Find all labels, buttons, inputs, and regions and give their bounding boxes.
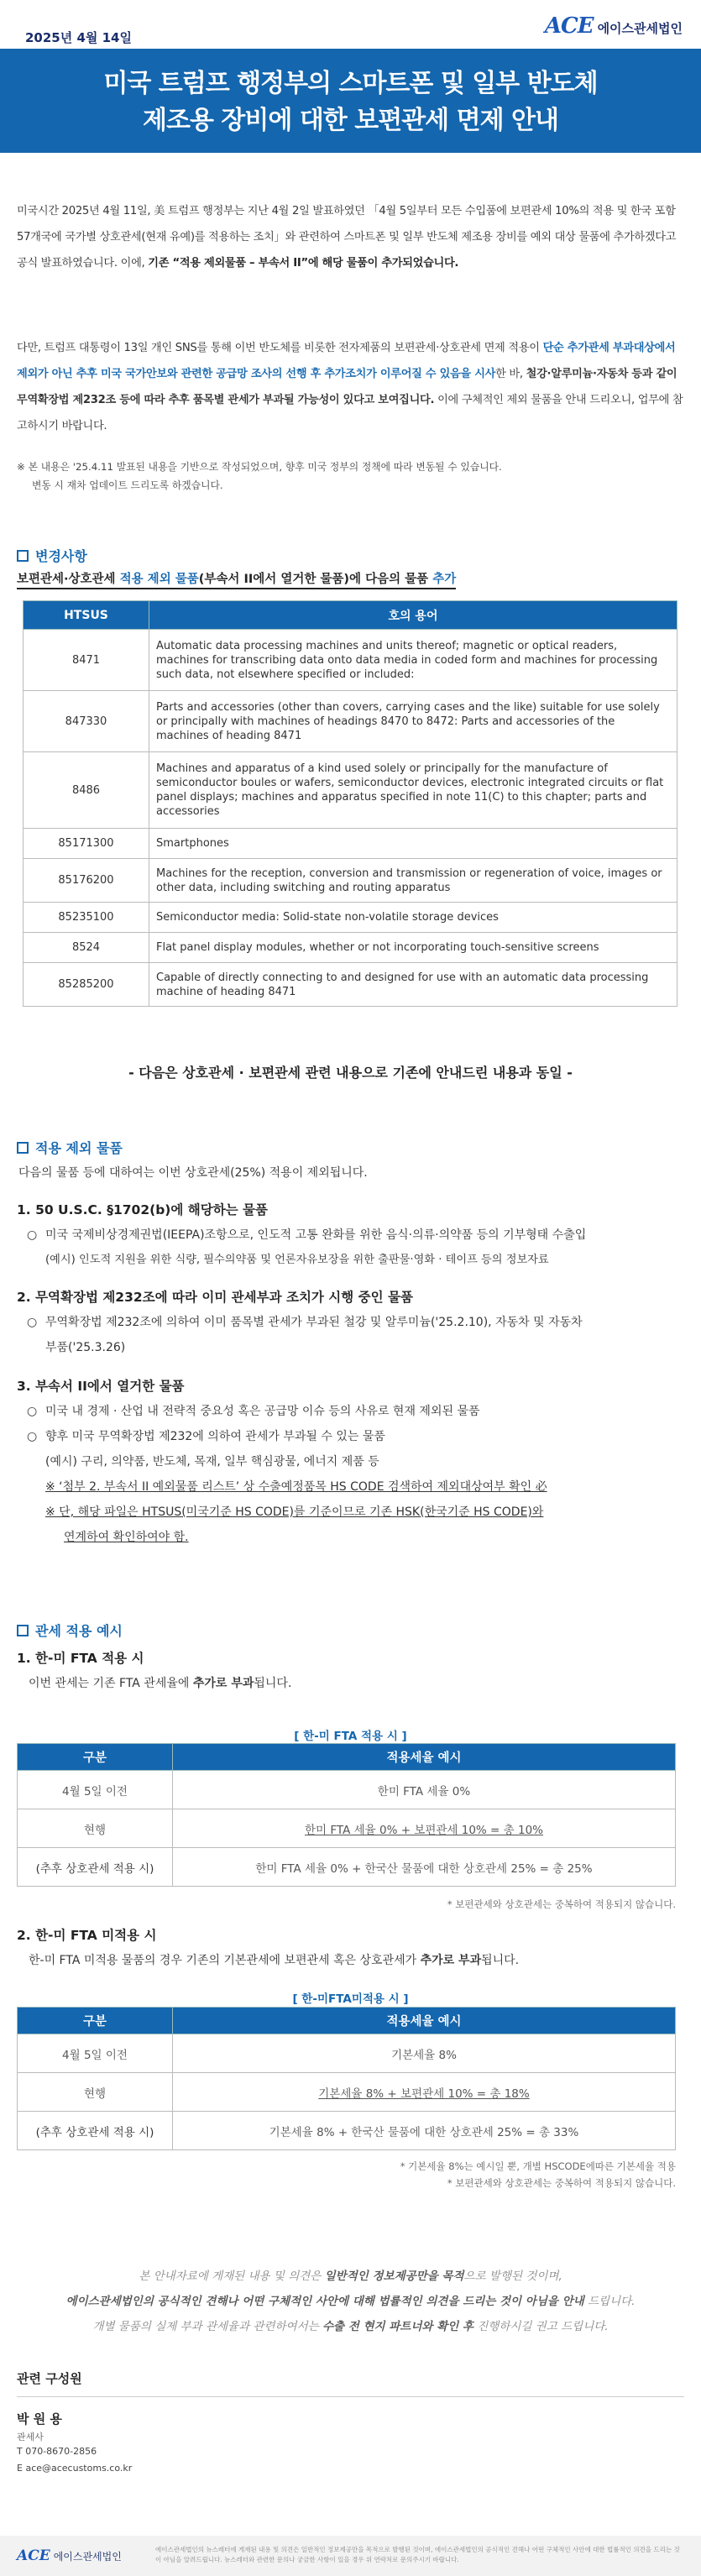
hts-code: 85235100 — [24, 903, 149, 933]
changes-summary — [17, 569, 456, 589]
same-as-before-note: - 다음은 상호관세 · 보편관세 관련 내용으로 기존에 안내드린 내용과 동일 - — [128, 1065, 573, 1081]
note-line-1: ※ 본 내용은 '25.4.11 발표된 내용을 기반으로 작성되었으며, 향후 미국 정부의 정책에 따라 변동될 수 있습니다. — [17, 461, 502, 473]
hts-code: 8471 — [24, 630, 149, 691]
bullet-circle-icon: ○ — [27, 1405, 38, 1418]
section-title-excluded-text: 적용 제외 물품 — [35, 1140, 123, 1156]
bullet-circle-icon: ○ — [27, 1430, 38, 1443]
hts-desc: Flat panel display modules, whether or not incorporating touch-sensitive screens — [149, 933, 677, 963]
section-title-examples — [17, 1620, 123, 1640]
kind-cell: 4월 5일 이전 — [18, 1771, 173, 1809]
update-note — [17, 458, 680, 495]
hts-code: 85176200 — [24, 859, 149, 903]
footer-text: 에이스관세법인의 뉴스레터에 게재된 내용 및 의견은 일반적인 정보제공만을 목적으로 발행된 것이며, 에이스관세법인의 공식적인 견해나 어떤 구체적인 사안에 대한 법률적인 의견을 드리는 것이 아님을 알려드립니다. 뉴스레터와 관련한 문의나 궁금한 사항이 있을 경우 위 연락처로 문의주시기 바랍니다. — [155, 2546, 680, 2563]
table-row — [18, 2073, 676, 2112]
hts-desc: Automatic data processing machines and units thereof; magnetic or optical readers, machines for transcribing data onto data media in coded form and machines for processing such data, not elsewhere specified or included: — [149, 630, 677, 691]
table-row — [24, 630, 677, 691]
table-row — [24, 963, 677, 1007]
changes-summary-c: (부속서 II에서 열거한 물품)에 다음의 물품 — [198, 573, 433, 586]
hts-desc: Smartphones — [149, 829, 677, 859]
col-kind: 구분 — [18, 2008, 173, 2034]
nonfta-footnote-2: * 보편관세와 상호관세는 중복하여 적용되지 않습니다. — [447, 2177, 676, 2189]
hts-desc: Machines and apparatus of a kind used solely or principally for the manufacture of semiconductor boules or wafers, semiconductor devices, electronic integrated circuits or flat panel displays; machines and apparatus specified in note 11(C) to this chapter; parts and accessories — [149, 752, 677, 829]
disclaimer-l1-c: 으로 발행된 것이며, — [463, 2270, 562, 2283]
excluded-item-3-bullet-1: 미국 내 경제 · 산업 내 전략적 중요성 혹은 공급망 이슈 등의 사유로 현재 제외된 물품 — [45, 1405, 480, 1418]
section-title-changes — [17, 546, 87, 565]
p2-emphasis: 철강·알루미늄·자동차 등과 같이 무역확장법 제232조 등에 따라 추후 품목별 관세가 부과될 가능성이 있다고 보여집니다. — [17, 368, 677, 406]
nonfta-footnote-1: * 기본세율 8%는 예시일 뿐, 개별 HSCODE에따른 기본세율 적용 — [400, 2160, 676, 2172]
rate-cell: 한미 FTA 세율 0% + 한국산 물품에 대한 상호관세 25% = 총 25% — [173, 1848, 676, 1887]
nonfta-table-caption: [ 한-미FTA미적용 시 ] — [292, 1992, 409, 2006]
rate-cell: 한미 FTA 세율 0% — [173, 1771, 676, 1809]
fta-table-caption: [ 한-미 FTA 적용 시 ] — [294, 1730, 407, 1743]
changes-summary-d: 추가 — [432, 573, 457, 586]
hts-code: 85285200 — [24, 963, 149, 1007]
disclaimer-l2-c: 드립니다. — [583, 2295, 636, 2308]
contact-email[interactable]: E ace@acecustoms.co.kr — [17, 2463, 133, 2474]
hts-desc: Parts and accessories (other than covers, carrying cases and the like) suitable for use solely or principally with machines of headings 8470 to 8472: Parts and accessories of the machines of heading 8471 — [149, 691, 677, 752]
table-row — [18, 2034, 676, 2073]
section-square-icon — [17, 1625, 29, 1636]
nonfta-lead-c: 됩니다. — [481, 1954, 520, 1967]
disclaimer-l1-a: 본 안내자료에 게재된 내용 및 의견은 — [139, 2270, 325, 2283]
hts-desc: Semiconductor media: Solid-state non-volatile storage devices — [149, 903, 677, 933]
hts-code: 85171300 — [24, 829, 149, 859]
table-row — [24, 829, 677, 859]
section-square-icon — [17, 1142, 29, 1154]
excluded-item-1-example: (예시) 인도적 지원을 위한 식량, 필수의약품 및 언론자유보장을 위한 출판물·영화 · 테이프 등의 정보자료 — [45, 1254, 549, 1266]
nonfta-header-row — [18, 2008, 676, 2034]
changes-summary-a: 보편관세·상호관세 — [17, 573, 120, 586]
rate-cell: 한미 FTA 세율 0% + 보편관세 10% = 총 10% — [173, 1809, 676, 1848]
disclaimer-l1-b: 일반적인 정보제공만을 목적 — [324, 2270, 464, 2283]
nonfta-heading: 2. 한-미 FTA 미적용 시 — [17, 1928, 157, 1943]
excluded-item-3-example: (예시) 구리, 의약품, 반도체, 목재, 일부 핵심광물, 에너지 제품 등 — [45, 1455, 379, 1469]
company-logo — [545, 13, 683, 39]
table-row — [18, 2112, 676, 2150]
hts-desc: Capable of directly connecting to and designed for use with an automatic data processing machine of heading 8471 — [149, 963, 677, 1007]
contact-name: 박 원 용 — [17, 2411, 62, 2427]
note-line-2: 변동 시 재차 업데이트 드리도록 하겠습니다. — [32, 479, 223, 491]
section-title-changes-text: 변경사항 — [35, 548, 87, 564]
section-title-examples-text: 관세 적용 예시 — [35, 1623, 123, 1639]
excluded-item-2-bullet-cont: 부품('25.3.26) — [45, 1341, 126, 1354]
disclaimer-l2: 에이스관세법인의 공식적인 견해나 어떤 구체적인 사안에 대해 법률적인 의견을 드리는 것이 아님을 안내 — [65, 2295, 584, 2308]
table-row — [24, 752, 677, 829]
footer-logo-mark: ACE — [17, 2547, 50, 2564]
intro-paragraph-2 — [17, 335, 688, 439]
excluded-item-2-heading: 2. 무역확장법 제232조에 따라 이미 관세부과 조치가 시행 중인 물품 — [17, 1290, 413, 1305]
hts-header-row — [24, 601, 677, 630]
table-row — [24, 859, 677, 903]
kind-cell: 현행 — [18, 1809, 173, 1848]
contact-phone[interactable]: T 070-8670-2856 — [17, 2446, 97, 2457]
title-banner — [0, 49, 701, 153]
title-line-1: 미국 트럼프 행정부의 스마트폰 및 일부 반도체 — [103, 69, 598, 98]
hts-desc: Machines for the reception, conversion and transmission or regeneration of voice, images or other data, including switching and routing apparatus — [149, 859, 677, 903]
kind-cell: 4월 5일 이전 — [18, 2034, 173, 2073]
logo-mark: ACE — [544, 13, 594, 39]
fta-lead-c: 됩니다. — [254, 1677, 292, 1690]
table-row — [18, 1848, 676, 1887]
disclaimer — [0, 2264, 701, 2339]
changes-summary-b: 적용 제외 물품 — [119, 573, 199, 586]
fta-header-row — [18, 1744, 676, 1771]
hts-col-code: HTSUS — [24, 601, 149, 630]
col-rate: 적용세율 예시 — [173, 1744, 676, 1771]
p2-text-e: 이에 구체적인 제외 물품을 안내 드리오니, 업무에 참고하시기 바랍니다. — [17, 394, 683, 432]
disclaimer-l3-c: 진행하시길 권고 드립니다. — [473, 2320, 609, 2333]
contacts-divider — [17, 2396, 684, 2397]
disclaimer-l3-b: 수출 전 현지 파트너와 확인 후 — [322, 2320, 473, 2333]
section-title-excluded — [17, 1138, 123, 1157]
table-row — [24, 903, 677, 933]
excluded-item-1-bullet: 미국 국제비상경제권법(IEEPA)조항으로, 인도적 고통 완화를 위한 음식·의류·의약품 등의 기부형태 수출입 — [45, 1228, 587, 1242]
fta-heading: 1. 한-미 FTA 적용 시 — [17, 1651, 144, 1666]
fta-rate-table — [17, 1743, 676, 1887]
intro-emphasis: 기존 “적용 제외물품 – 부속서 II”에 해당 물품이 추가되었습니다. — [148, 257, 459, 270]
nonfta-lead-b: 추가로 부과 — [420, 1954, 482, 1967]
contacts-title: 관련 구성원 — [17, 2371, 82, 2386]
excluded-item-3-note-2: ※ 단, 해당 파일은 HTSUS(미국기준 HS CODE)를 기준이므로 기존 HSK(한국기준 HS CODE)와 — [45, 1505, 544, 1519]
fta-lead-a: 이번 관세는 기존 FTA 관세율에 — [29, 1677, 193, 1690]
excluded-item-1-heading: 1. 50 U.S.C. §1702(b)에 해당하는 물품 — [17, 1202, 268, 1217]
kind-cell: 현행 — [18, 2073, 173, 2112]
section-square-icon — [17, 550, 29, 562]
p2-text-a: 다만, 트럼프 대통령이 13일 개인 SNS를 통해 이번 반도체를 비롯한 전자제품의 보편관세·상호관세 면제 적용이 — [17, 342, 543, 354]
excluded-item-3-note-3: 연계하여 확인하여야 함. — [64, 1531, 189, 1544]
nonfta-lead-a: 한-미 FTA 미적용 물품의 경우 기존의 기본관세에 보편관세 혹은 상호관세가 — [29, 1954, 421, 1967]
nonfta-rate-table — [17, 2007, 676, 2150]
rate-cell: 기본세율 8% — [173, 2034, 676, 2073]
footer — [0, 2536, 701, 2576]
hts-code: 8486 — [24, 752, 149, 829]
excluded-item-1 — [17, 1197, 688, 1273]
issue-date: 2025년 4월 14일 — [25, 30, 132, 45]
kind-cell: (추후 상호관세 적용 시) — [18, 1848, 173, 1887]
p2-highlight: 단순 추가관세 부과대상에서 제외가 아닌 추후 미국 국가안보와 관련한 공급망 조사의 선행 후 추가조치가 이루어질 수 있음을 시사 — [17, 342, 676, 380]
contacts-block — [17, 2369, 133, 2474]
p2-text-c: 한 바, — [495, 368, 526, 380]
rate-cell: 기본세율 8% + 한국산 물품에 대한 상호관세 25% = 총 33% — [173, 2112, 676, 2150]
logo-company-name: 에이스관세법인 — [597, 21, 683, 36]
contact-role: 관세사 — [17, 2432, 44, 2442]
excluded-item-2-bullet: 무역확장법 제232조에 의하여 이미 품목별 관세가 부과된 철강 및 알루미늄('25.2.10), 자동차 및 자동차 — [45, 1316, 583, 1329]
footer-logo — [17, 2547, 122, 2564]
hts-code: 847330 — [24, 691, 149, 752]
rate-cell: 기본세율 8% + 보편관세 10% = 총 18% — [173, 2073, 676, 2112]
excluded-item-3 — [17, 1374, 688, 1550]
bullet-circle-icon: ○ — [27, 1228, 38, 1242]
nonfta-block — [17, 1923, 688, 1973]
excluded-item-3-bullet-2: 향후 미국 무역확장법 제232에 의하여 관세가 부과될 수 있는 물품 — [45, 1430, 385, 1443]
fta-block — [17, 1646, 688, 1696]
table-row — [18, 1771, 676, 1809]
footer-logo-name: 에이스관세법인 — [53, 2551, 122, 2563]
excluded-item-3-note-1: ※ ‘첨부 2. 부속서 II 예외물품 리스트’ 상 수출예정품목 HS CODE 검색하여 제외대상여부 확인 必 — [45, 1480, 547, 1494]
fta-footnote: * 보편관세와 상호관세는 중복하여 적용되지 않습니다. — [447, 1898, 676, 1910]
hts-code: 8524 — [24, 933, 149, 963]
bullet-circle-icon: ○ — [27, 1316, 38, 1329]
excluded-item-3-heading: 3. 부속서 II에서 열거한 물품 — [17, 1379, 185, 1394]
excluded-lead — [17, 1160, 688, 1186]
kind-cell: (추후 상호관세 적용 시) — [18, 2112, 173, 2150]
disclaimer-l3-a: 개별 물품의 실제 부과 관세율과 관련하여서는 — [92, 2320, 322, 2333]
fta-lead-b: 추가로 부과 — [192, 1677, 254, 1690]
intro-paragraph — [17, 198, 688, 276]
title-line-2: 제조용 장비에 대한 보편관세 면제 안내 — [143, 106, 558, 135]
table-row — [24, 691, 677, 752]
excluded-item-2 — [17, 1285, 688, 1360]
hts-table — [23, 600, 677, 1007]
excluded-lead-text: 다음의 물품 등에 대하여는 이번 상호관세(25%) 적용이 제외됩니다. — [18, 1166, 368, 1180]
col-rate: 적용세율 예시 — [173, 2008, 676, 2034]
table-row — [24, 933, 677, 963]
hts-col-desc: 호의 용어 — [149, 601, 677, 630]
intro-text: 미국시간 2025년 4월 11일, 美 트럼프 행정부는 지난 4월 2일 발표하였던 「4월 5일부터 모든 수입품에 보편관세 10%의 적용 및 한국 포함 57개국에 국가별 상호관세(현재 유예)를 적용하는 조치」와 관련하여 스마트폰 및 일부 반도체 제조용 장비를 예외 대상 물품에 추가하겠다고 공식 발표하였습니다. 이에, — [17, 205, 677, 270]
col-kind: 구분 — [18, 1744, 173, 1771]
top-bar — [0, 0, 701, 45]
table-row — [18, 1809, 676, 1848]
